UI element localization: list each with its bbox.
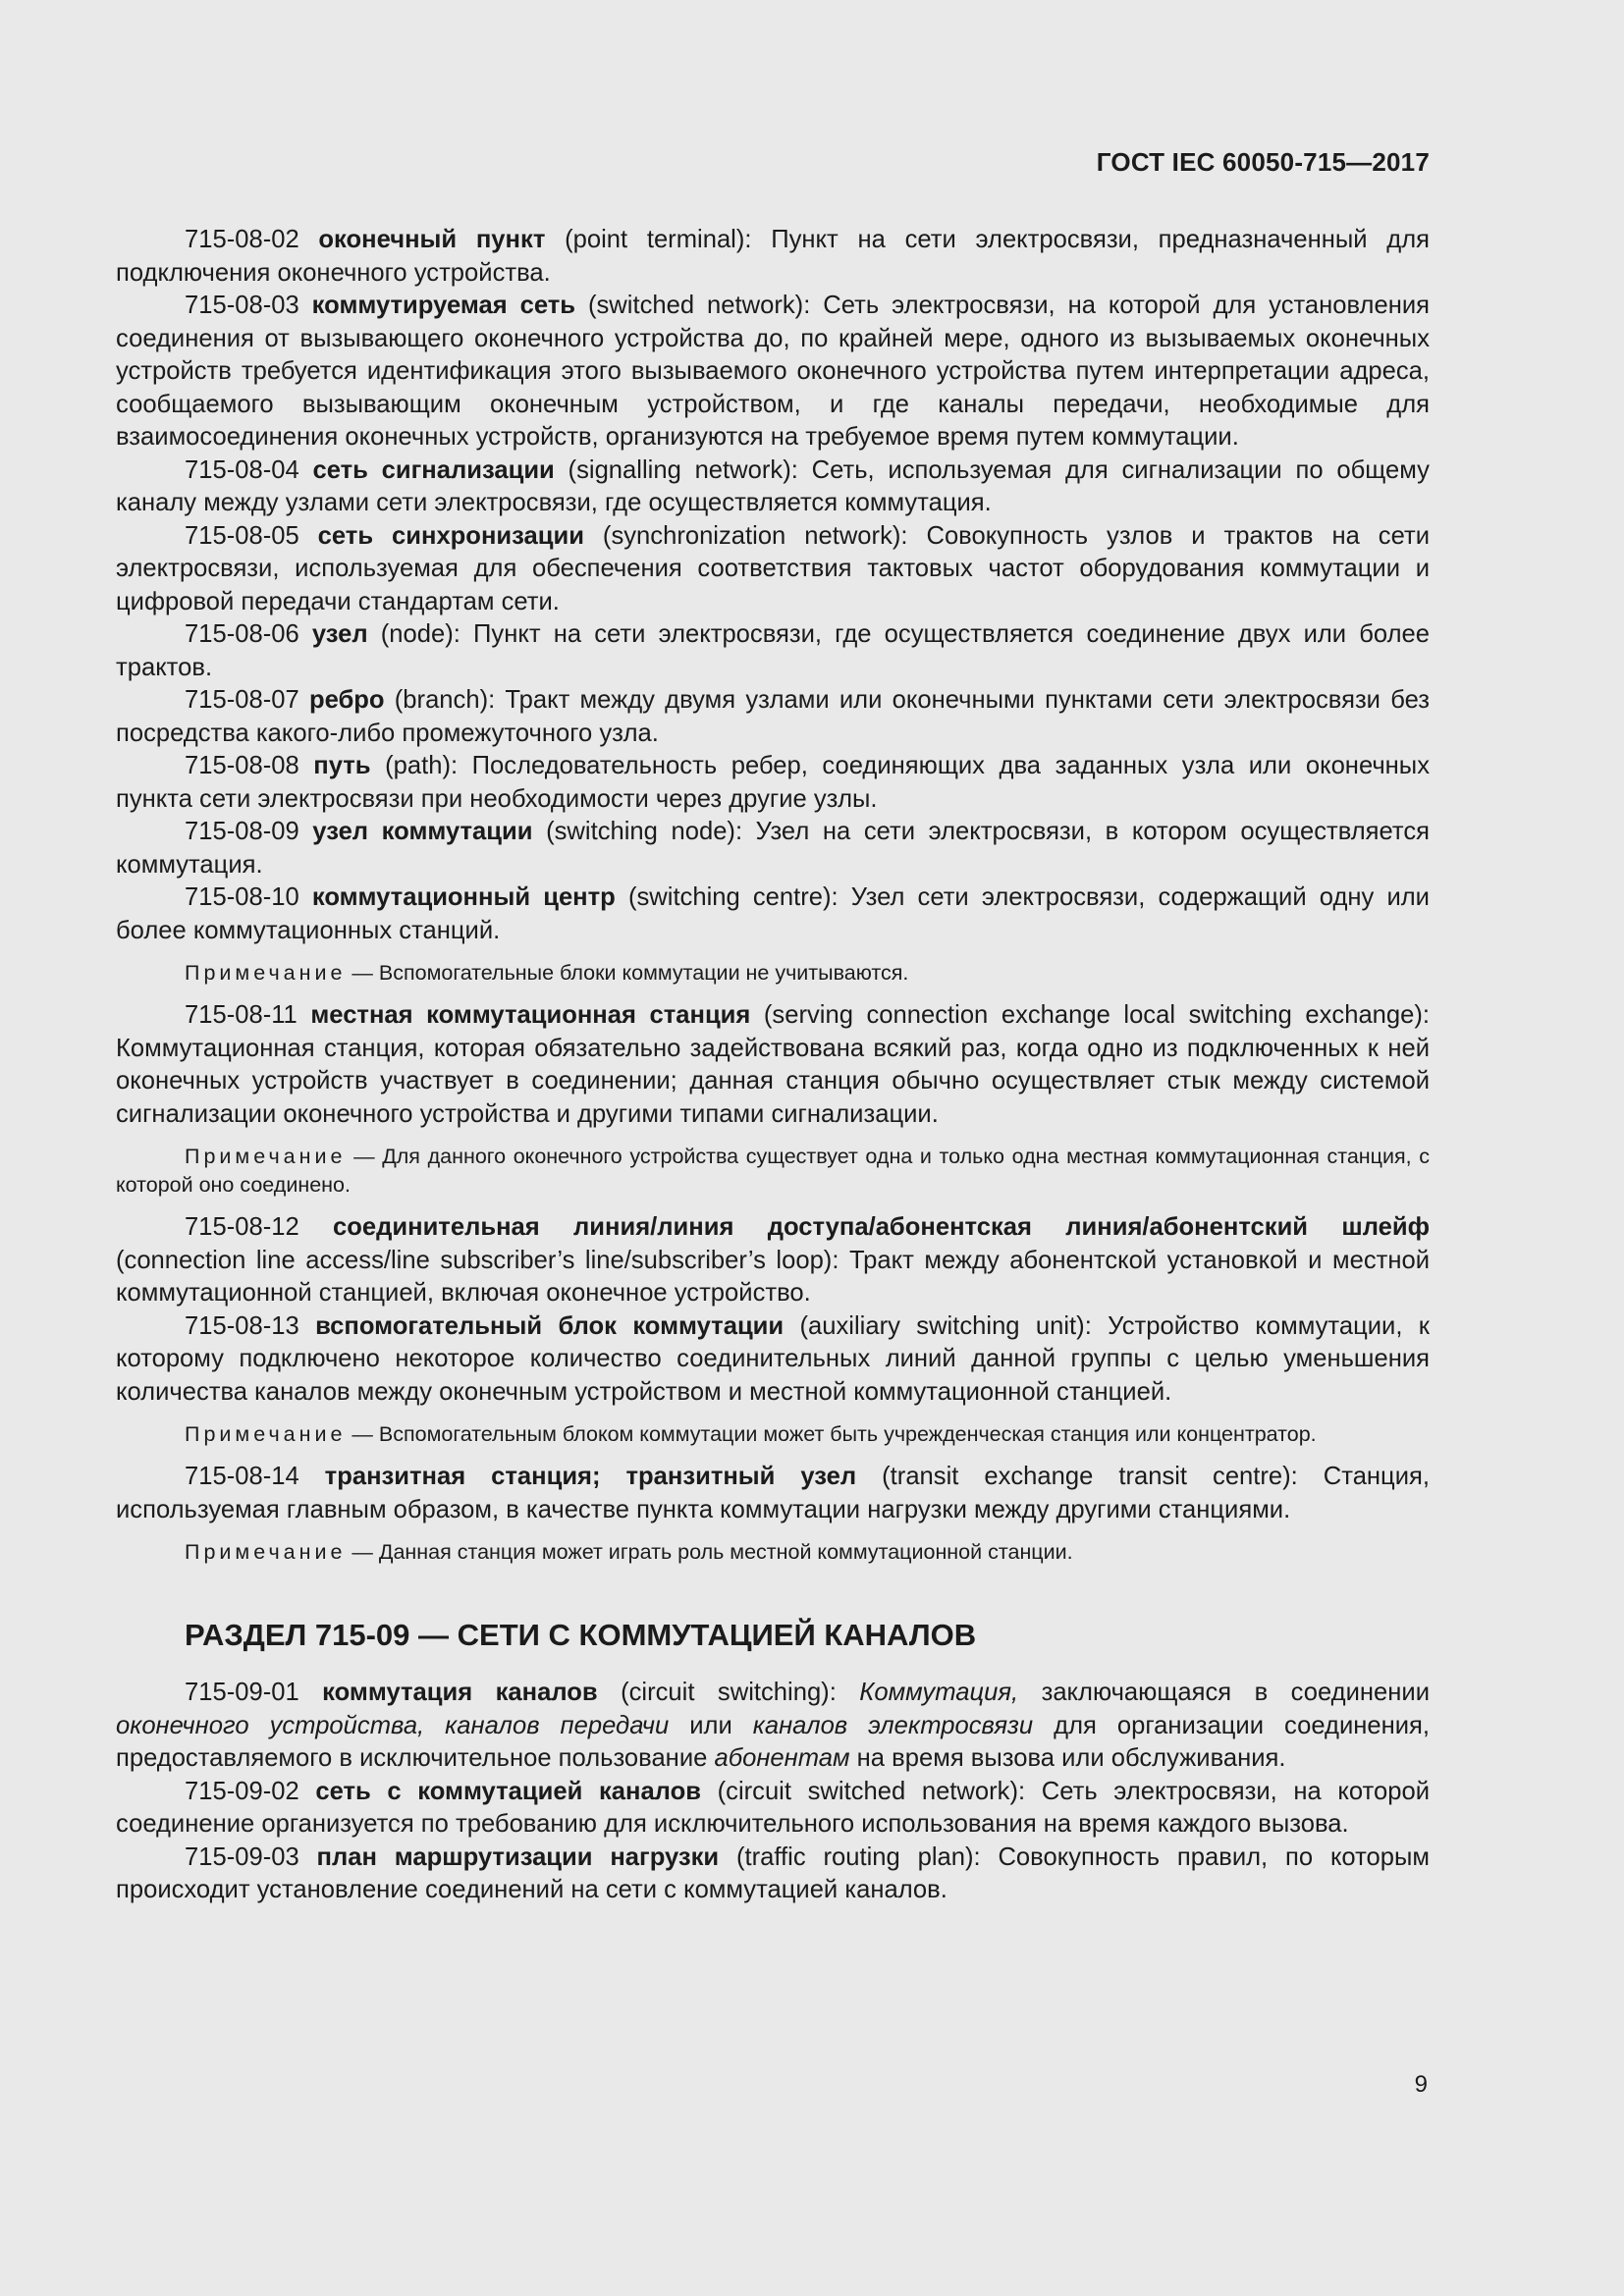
term-definition: (transit exchange transit centre): Станция, используемая главным образом, в качестве пункта коммутации нагрузки между другими станциями.: [116, 1463, 1430, 1523]
note: [116, 1538, 1430, 1567]
term-number: 715-08-08: [185, 752, 299, 779]
note-label: Примечание: [185, 961, 347, 985]
note-label: Примечание: [185, 1145, 347, 1168]
term-entry: [116, 618, 1430, 684]
term-number: 715-08-02: [185, 226, 299, 253]
term-number: 715-09-01: [185, 1679, 299, 1706]
term-title: транзитная станция; транзитный узел: [324, 1463, 857, 1490]
term-number: 715-08-06: [185, 620, 299, 648]
term-definition: (circuit switched network): Сеть электросвязи, на которой соединение организуется по требованию для исключительного использования на время каждого вызова.: [116, 1777, 1430, 1838]
term-title: узел коммутации: [312, 818, 533, 845]
term-entry: [116, 1842, 1430, 1907]
term-title: коммутируемая сеть: [311, 292, 576, 319]
note-label: Примечание: [185, 1422, 347, 1446]
term-number: 715-08-09: [185, 818, 299, 845]
term-definition: (serving connection exchange local switching exchange): Коммутационная станция, которая обязательно задействована всякий раз, когда одно из подключенных к ней оконечных устройств участвует в соединении; данная станция обычно осуществляет стык между системой сигнализации оконечного устройства и другими типами сигнализации.: [116, 1001, 1431, 1128]
term-title: сеть сигнализации: [312, 455, 555, 484]
term-definition: (circuit switching):: [597, 1679, 860, 1706]
term-entry: [116, 1776, 1430, 1842]
term-entry: [116, 290, 1430, 454]
term-entry: [116, 520, 1430, 619]
term-title: вспомогательный блок коммутации: [315, 1311, 785, 1340]
term-number: 715-09-03: [185, 1842, 299, 1871]
term-number: 715-08-05: [185, 521, 299, 550]
term-definition: (switching node): Узел на сети электросвязи, в котором осуществляется коммутация.: [116, 818, 1430, 879]
term-definition: (auxiliary switching unit): Устройство коммутации, к которому подключено некоторое количество соединительных линий данной группы с целью уменьшения количества каналов между оконечным устройством и местной коммутационной станцией.: [116, 1311, 1430, 1406]
term-title: ребро: [308, 686, 385, 714]
note: [116, 1420, 1430, 1449]
term-entry: [116, 1677, 1430, 1776]
term-entry: [116, 684, 1430, 750]
term-definition: заключающаяся в соединении: [1018, 1679, 1430, 1706]
term-number: 715-08-03: [185, 292, 299, 319]
term-definition: (signalling network): Сеть, используемая для сигнализации по общему каналу между узлами сети электросвязи, где осуществляется коммутация.: [116, 455, 1430, 516]
term-title: коммутация каналов: [322, 1679, 598, 1706]
standard-header: ГОСТ IEC 60050-715—2017: [1096, 147, 1430, 177]
term-title: путь: [313, 752, 371, 779]
note-text: — Для данного оконечного устройства существует одна и только одна местная коммутационная станция, с которой оно соединено.: [116, 1145, 1430, 1197]
term-title: оконечный пункт: [318, 226, 546, 253]
note-label: Примечание: [185, 1540, 347, 1564]
term-number: 715-08-13: [185, 1311, 299, 1340]
term-definition: (traffic routing plan): Совокупность правил, по которым происходит установление соединений на сети с коммутацией каналов.: [116, 1842, 1430, 1903]
term-title: соединительная линия/линия доступа/абонентская линия/абонентский шлейф: [333, 1213, 1430, 1241]
term-definition: (node): Пункт на сети электросвязи, где осуществляется соединение двух или более трактов.: [116, 620, 1430, 681]
note-text: — Вспомогательным блоком коммутации может быть учрежденческая станция или концентратор.: [346, 1422, 1317, 1446]
term-title: коммутационный центр: [311, 883, 616, 911]
term-entry: [116, 881, 1430, 947]
term-number: 715-08-12: [185, 1213, 299, 1241]
note-text: — Данная станция может играть роль местной коммутационной станции.: [346, 1540, 1073, 1564]
term-definition: (connection line access/line subscriber’s line/subscriber’s loop): Тракт между абонентской установкой и местной коммутационной станцией, включая оконечное устройство.: [116, 1246, 1430, 1307]
term-definition: на время вызова или обслуживания.: [849, 1744, 1286, 1772]
term-definition: (branch): Тракт между двумя узлами или оконечными пунктами сети электросвязи без посредства какого-либо промежуточного узла.: [116, 686, 1430, 747]
term-number: 715-08-10: [185, 883, 299, 911]
italic-reference: абонентам: [714, 1744, 850, 1772]
term-number: 715-08-07: [185, 686, 299, 714]
term-definition: (point terminal): Пункт на сети электросвязи, предназначенный для подключения оконечного устройства.: [116, 226, 1430, 287]
term-definition: (switched network): Сеть электросвязи, на которой для установления соединения от вызывающего оконечного устройства до, по крайней мере, одного из вызываемых оконечных устройств требуется идентификация этого вызываемого оконечного устройства путем интерпретации адреса, сообщаемого вызывающим оконечным устройством, и где каналы передачи, необходимые для взаимосоединения оконечных устройств, организуются на требуемое время путем коммутации.: [116, 292, 1430, 451]
term-entry: [116, 750, 1430, 816]
italic-reference: оконечного устройства, каналов передачи: [116, 1711, 670, 1739]
term-definition: или: [669, 1711, 753, 1739]
term-entry: [116, 224, 1430, 290]
term-definition: для организации соединения, предоставляемого в исключительное пользование: [116, 1711, 1431, 1772]
italic-reference: Коммутация,: [859, 1679, 1019, 1706]
document-body: [116, 224, 1430, 1907]
note: [116, 1143, 1430, 1200]
page-number: 9: [1414, 2071, 1428, 2098]
term-title: сеть синхронизации: [317, 521, 584, 550]
term-entry: [116, 454, 1430, 520]
term-title: план маршрутизации нагрузки: [316, 1842, 720, 1871]
term-definition: (path): Последовательность ребер, соединяющих два заданных узла или оконечных пункта сети электросвязи при необходимости через другие узлы.: [116, 752, 1430, 813]
section-heading: РАЗДЕЛ 715-09 — СЕТИ С КОММУТАЦИЕЙ КАНАЛОВ: [185, 1618, 977, 1652]
note: [116, 959, 1430, 988]
term-entry: [116, 1310, 1430, 1410]
term-definition: (switching centre): Узел сети электросвязи, содержащий одну или более коммутационных станций.: [116, 883, 1430, 944]
note-text: — Вспомогательные блоки коммутации не учитываются.: [346, 961, 909, 985]
term-number: 715-08-14: [185, 1463, 299, 1490]
term-number: 715-09-02: [185, 1777, 299, 1805]
term-title: местная коммутационная станция: [310, 1001, 751, 1029]
term-definition: (synchronization network): Совокупность узлов и трактов на сети электросвязи, используемая для обеспечения соответствия тактовых частот оборудования коммутации и цифровой передачи стандартам сети.: [116, 521, 1430, 615]
term-number: 715-08-11: [185, 1001, 298, 1029]
italic-reference: каналов электросвязи: [752, 1711, 1034, 1739]
term-entry: [116, 816, 1430, 881]
term-entry: [116, 1461, 1430, 1526]
term-entry: [116, 999, 1430, 1131]
term-entry: [116, 1211, 1430, 1310]
term-title: сеть с коммутацией каналов: [315, 1777, 701, 1805]
term-title: узел: [311, 620, 368, 648]
term-number: 715-08-04: [185, 455, 299, 484]
